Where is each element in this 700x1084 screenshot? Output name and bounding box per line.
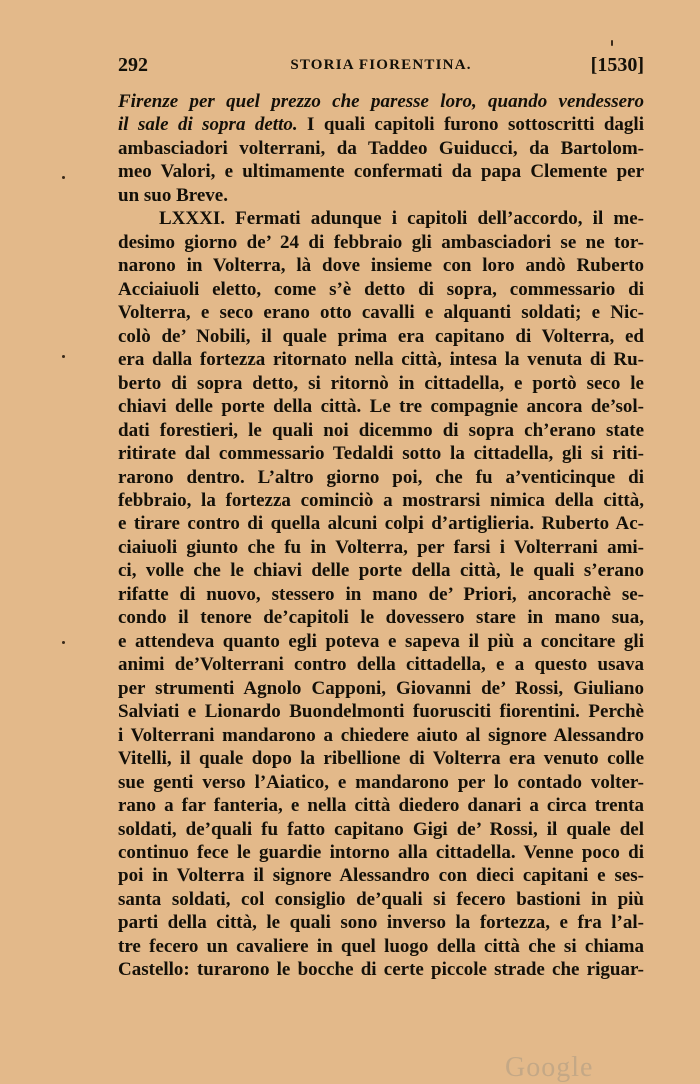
line-text: un suo Breve. xyxy=(118,184,228,206)
text-line xyxy=(118,771,644,794)
text-line xyxy=(118,606,644,629)
margin-speck xyxy=(62,176,65,179)
line-text: narono in Volterra, là dove insieme con loro andò Ruberto xyxy=(118,255,644,277)
text-line xyxy=(118,794,644,817)
text-line xyxy=(118,536,644,559)
text-line xyxy=(118,888,644,911)
line-text: Acciaiuoli eletto, come s’è detto di sopra, commessario di xyxy=(118,278,644,300)
line-text: condo il tenore de’capitoli le dovessero stare in mano sua, xyxy=(118,607,644,629)
text-line xyxy=(118,653,644,676)
line-text: Vitelli, il quale dopo la ribellione di Volterra era venuto colle xyxy=(118,748,644,770)
text-line xyxy=(118,207,644,230)
text-line xyxy=(118,90,644,113)
text-line xyxy=(118,160,644,183)
line-text: parti della città, le quali sono inverso la fortezza, e fra l’al- xyxy=(118,912,644,934)
line-text: desimo giorno de’ 24 di febbraio gli ambasciadori se ne tor- xyxy=(118,231,644,253)
margin-speck xyxy=(611,40,613,46)
text-line xyxy=(118,841,644,864)
line-text: soldati, de’quali fu fatto capitano Gigi de’ Rossi, il quale del xyxy=(118,818,644,840)
text-line xyxy=(118,864,644,887)
line-text: LXXXI. Fermati adunque i capitoli dell’accordo, il me- xyxy=(159,208,644,230)
text-line xyxy=(118,512,644,535)
line-text: rano a far fanteria, e nella città diedero danari a circa trenta xyxy=(118,795,644,817)
margin-speck xyxy=(62,355,65,358)
text-line xyxy=(118,958,644,981)
line-text: febbraio, la fortezza cominciò a mostrarsi nimica della città, xyxy=(118,489,644,511)
text-line xyxy=(118,700,644,723)
text-line xyxy=(118,466,644,489)
text-line xyxy=(118,818,644,841)
line-text: era dalla fortezza ritornato nella città, intesa la venuta di Ru- xyxy=(118,349,644,371)
text-line xyxy=(118,489,644,512)
text-line xyxy=(118,278,644,301)
line-text: continuo fece le guardie intorno alla cittadella. Venne poco di xyxy=(118,842,644,863)
body-text xyxy=(118,90,644,982)
margin-speck xyxy=(62,641,65,644)
text-line xyxy=(118,348,644,371)
line-text: e tirare contro di quella alcuni colpi d’artiglieria. Ruberto Ac- xyxy=(118,513,644,535)
watermark-fragment: Google xyxy=(505,1052,594,1083)
text-line xyxy=(118,184,644,207)
text-line xyxy=(118,935,644,958)
line-text: e attendeva quanto egli poteva e sapeva il più a concitare gli xyxy=(118,630,644,652)
line-text: chiavi delle porte della città. Le tre compagnie ancora de’sol- xyxy=(118,396,644,418)
line-text: Salviati e Lionardo Buondelmonti fuorusciti fiorentini. Perchè xyxy=(118,701,644,723)
line-text: ciaiuoli giunto che fu in Volterra, per farsi i Volterrani ami- xyxy=(118,536,644,558)
line-text: tre fecero un cavaliere in quel luogo della città che si chiama xyxy=(118,935,644,957)
line-text: Volterra, e seco erano otto cavalli e alquanti soldati; e Nic- xyxy=(118,302,644,324)
line-text: dati forestieri, le quali noi dicemmo di sopra ch’erano state xyxy=(118,419,644,441)
text-line xyxy=(118,747,644,770)
text-line xyxy=(118,325,644,348)
text-line xyxy=(118,442,644,465)
italic-text: Firenze per quel prezzo che paresse loro, quando vendessero xyxy=(118,91,644,112)
line-text: sue genti verso l’Aiatico, e mandarono per lo contado volter- xyxy=(118,771,644,793)
text-line xyxy=(118,372,644,395)
line-text: Castello: turarono le bocche di certe piccole strade che riguar- xyxy=(118,959,644,981)
text-line xyxy=(118,137,644,160)
year-marker: [1530] xyxy=(590,54,644,76)
line-text: ci, volle che le chiavi delle porte della città, le quali s’erano xyxy=(118,560,644,582)
text-line xyxy=(118,677,644,700)
line-text: colò de’ Nobili, il quale prima era capitano di Volterra, ed xyxy=(118,325,644,347)
line-text: I quali capitoli furono sottoscritti dagli xyxy=(297,114,644,136)
line-text: santa soldati, col consiglio de’quali si fecero bastioni in più xyxy=(118,888,644,910)
line-text: rarono dentro. L’altro giorno poi, che fu a’venticinque di xyxy=(118,466,644,488)
line-text: rifatte di nuovo, stessero in mano de’ Priori, ancorachè se- xyxy=(118,583,644,605)
line-text: meo Valori, e ultimamente confermati da papa Clemente per xyxy=(118,161,644,183)
text-line xyxy=(118,559,644,582)
line-text: i Volterrani mandarono a chiedere aiuto al signore Alessandro xyxy=(118,724,644,746)
page-header xyxy=(118,54,644,78)
text-line xyxy=(118,113,644,136)
text-line xyxy=(118,301,644,324)
text-line xyxy=(118,231,644,254)
running-title: STORIA FIORENTINA. xyxy=(290,57,472,73)
text-line xyxy=(118,630,644,653)
text-line xyxy=(118,254,644,277)
text-line xyxy=(118,583,644,606)
line-text: poi in Volterra il signore Alessandro con dieci capitani e ses- xyxy=(118,865,644,887)
page-number: 292 xyxy=(118,54,148,76)
line-text: ambasciadori volterrani, da Taddeo Guiducci, da Bartolom- xyxy=(118,137,644,159)
italic-text: il sale di sopra detto. xyxy=(118,114,298,136)
line-text: animi de’Volterrani contro della cittadella, e a questo usava xyxy=(118,654,644,676)
text-line xyxy=(118,419,644,442)
text-line xyxy=(118,911,644,934)
line-text: berto di sopra detto, si ritornò in cittadella, e portò seco le xyxy=(118,372,644,394)
line-text: ritirate dal commessario Tedaldi sotto la cittadella, gli si riti- xyxy=(118,443,644,465)
line-text: per strumenti Agnolo Capponi, Giovanni de’ Rossi, Giuliano xyxy=(118,677,644,699)
text-line xyxy=(118,724,644,747)
text-line xyxy=(118,395,644,418)
